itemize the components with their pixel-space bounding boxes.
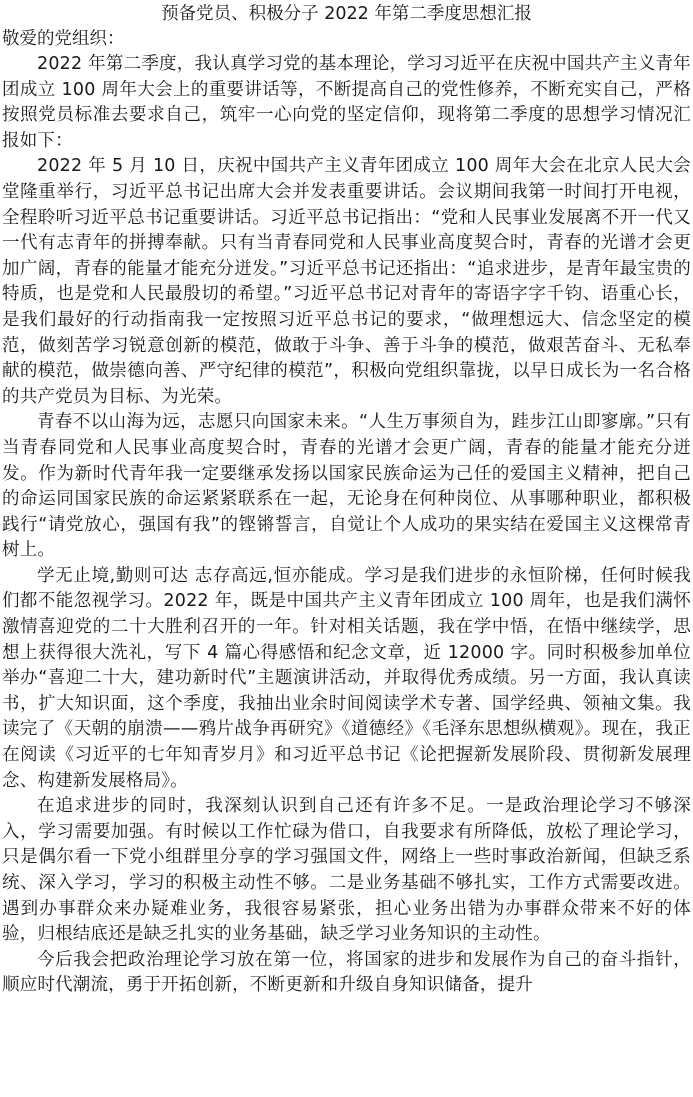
paragraph-study: 学无止境,勤则可达 志存高远,恒亦能成。学习是我们进步的永恒阶梯，任何时候我们都不能忽视学习。2022 年，既是中国共产主义青年团成立 100 周年，也是我们满怀激情喜迎党的二十大胜利召开的一年。针对相关话题，我在学中悟，在悟中继续学，思想上获得很大洗礼，写下 4 篇心得感悟和纪念文章，近 12000 字。同时积极参加单位举办“喜迎二十大，建功新时代”主题演讲活动，并取得优秀成绩。另一方面，我认真读书，扩大知识面，这个季度，我抽出业余时间阅读学术专著、国学经典、领袖文集。我读完了《天朝的崩溃——鸦片战争再研究》《道德经》《毛泽东思想纵横观》。现在，我正在阅读《习近平的七年知青岁月》和习近平总书记《论把握新发展阶段、贯彻新发展理念、构建新发展格局》。 — [2, 565, 691, 791]
paragraph-future-plans: 今后我会把政治理论学习放在第一位，将国家的进步和发展作为自己的奋斗指针，顺应时代潮流，勇于开拓创新，不断更新和升级自身知识储备，提升 — [2, 949, 691, 996]
document-title: 预备党员、积极分子 2022 年第二季度思想汇报 — [161, 4, 532, 24]
paragraph-intro: 2022 年第二季度，我认真学习党的基本理论，学习习近平在庆祝中国共产主义青年团成立 100 周年大会上的重要讲话等，不断提高自己的党性修养，不断充实自己，严格按照党员标准去要求自己，筑牢一心向党的坚定信仰，现将第二季度的思想学习情况汇报如下： — [2, 54, 691, 151]
salutation: 敬爱的党组织： — [2, 29, 125, 49]
paragraph-youth-league-speech: 2022 年 5 月 10 日，庆祝中国共产主义青年团成立 100 周年大会在北京人民大会堂隆重举行，习近平总书记出席大会并发表重要讲话。会议期间我第一时间打开电视，全程聆听习近平总书记重要讲话。习近平总书记指出：“党和人民事业发展离不开一代又一代有志青年的拼搏奉献。只有当青春同党和人民事业高度契合时，青春的光谱才会更加广阔，青春的能量才能充分迸发。”习近平总书记还指出：“追求进步，是青年最宝贵的特质，也是党和人民最殷切的希望。”习近平总书记对青年的寄语字字千钧、语重心长，是我们最好的行动指南我一定按照习近平总书记的要求，“做理想远大、信念坚定的模范，做刻苦学习锐意创新的模范，做敢于斗争、善于斗争的模范，做艰苦奋斗、无私奉献的模范，做崇德向善、严守纪律的模范”，积极向党组织靠拢，以早日成长为一名合格的共产党员为目标、为光荣。 — [2, 156, 691, 407]
paragraph-patriotism: 青春不以山海为远，志愿只向国家未来。“人生万事须自为，跬步江山即寥廓。”只有当青春同党和人民事业高度契合时，青春的光谱才会更广阔，青春的能量才能充分迸发。作为新时代青年我一定要继承发扬以国家民族命运为己任的爱国主义精神，把自己的命运同国家民族的命运紧紧联系在一起，无论身在何种岗位、从事哪种职业，都积极践行“请党放心，强国有我”的铿锵誓言，自觉让个人成功的果实结在爱国主义这棵常青树上。 — [2, 412, 691, 561]
paragraph-shortcomings: 在追求进步的同时，我深刻认识到自己还有许多不足。一是政治理论学习不够深入，学习需要加强。有时候以工作忙碌为借口，自我要求有所降低，放松了理论学习，只是偶尔看一下党小组群里分享的学习强国文件，网络上一些时事政治新闻，但缺乏系统、深入学习，学习的积极主动性不够。二是业务基础不够扎实，工作方式需要改进。遇到办事群众来办疑难业务，我很容易紧张，担心业务出错为办事群众带来不好的体验，归根结底还是缺乏扎实的业务基础，缺乏学习业务知识的主动性。 — [2, 796, 691, 945]
